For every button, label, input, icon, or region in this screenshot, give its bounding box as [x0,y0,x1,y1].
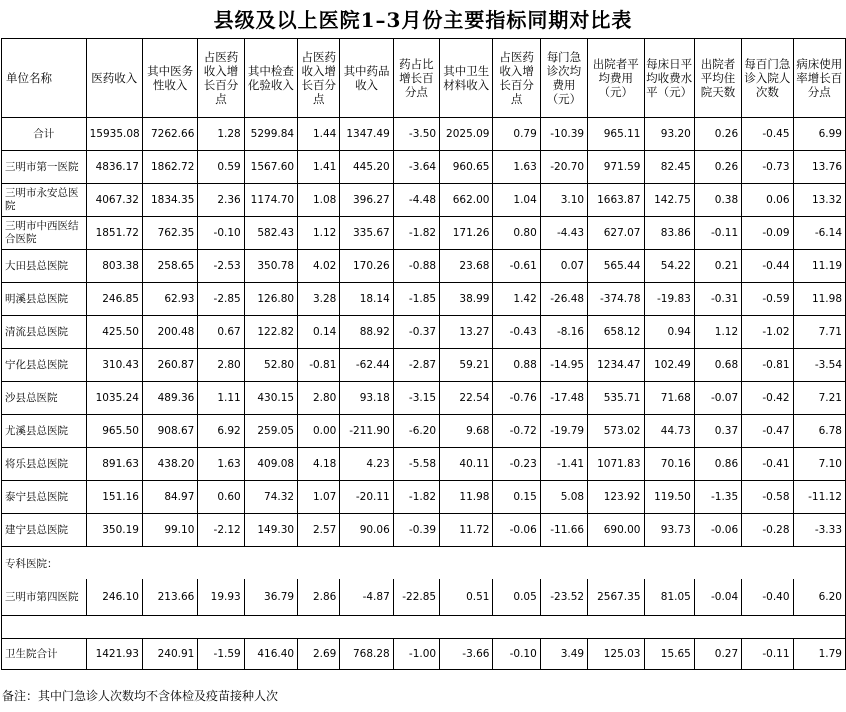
table-cell: 258.65 [142,250,197,283]
table-cell: -17.48 [540,382,587,415]
table-header-row [2,39,846,118]
table-cell: -0.09 [742,217,793,250]
table-cell: 123.92 [588,481,644,514]
column-header: 其中药品收入 [340,39,393,118]
table-cell: 1851.72 [86,217,142,250]
table-cell: 0.37 [694,415,741,448]
column-header: 其中医务性收入 [142,39,197,118]
table-cell: 83.86 [644,217,694,250]
section-label-row [2,547,846,580]
table-cell: 0.00 [298,415,340,448]
table-cell: 4.02 [298,250,340,283]
table-cell: 4.23 [340,448,393,481]
table-cell: -23.52 [540,579,587,616]
table-cell: -0.06 [493,514,540,547]
row-name-cell: 清流县总医院 [2,316,87,349]
table-cell: 260.87 [142,349,197,382]
table-cell: 62.93 [142,283,197,316]
table-cell: 7.10 [793,448,845,481]
table-cell: 2.80 [198,349,244,382]
table-cell: 1174.70 [244,184,297,217]
table-cell: 627.07 [588,217,644,250]
table-cell: 662.00 [440,184,493,217]
table-cell: -0.11 [742,639,793,670]
table-cell: -0.81 [298,349,340,382]
table-cell: 1.12 [694,316,741,349]
table-cell: -0.76 [493,382,540,415]
table-cell: -0.58 [742,481,793,514]
table-cell: -6.20 [393,415,439,448]
table-cell: 81.05 [644,579,694,616]
table-cell: 7.21 [793,382,845,415]
table-cell: 52.80 [244,349,297,382]
table-cell: 535.71 [588,382,644,415]
table-cell: -3.66 [440,639,493,670]
table-cell: -1.00 [393,639,439,670]
table-cell: -4.48 [393,184,439,217]
table-cell: 151.16 [86,481,142,514]
table-cell: 1421.93 [86,639,142,670]
row-name-cell: 建宁县总医院 [2,514,87,547]
table-cell: -4.87 [340,579,393,616]
table-cell: 416.40 [244,639,297,670]
table-cell: -0.40 [742,579,793,616]
table-cell: 0.59 [198,151,244,184]
column-header: 医药收入 [86,39,142,118]
table-cell: -0.06 [694,514,741,547]
table-cell: 1.79 [793,639,845,670]
table-cell: 54.22 [644,250,694,283]
table-cell: -3.33 [793,514,845,547]
table-cell: 1.28 [198,118,244,151]
table-cell: 0.60 [198,481,244,514]
table-cell: 891.63 [86,448,142,481]
table-cell: 0.67 [198,316,244,349]
table-cell: -0.59 [742,283,793,316]
table-cell: -2.12 [198,514,244,547]
table-cell: 213.66 [142,579,197,616]
table-cell: 4067.32 [86,184,142,217]
table-row [2,283,846,316]
table-cell: -0.10 [493,639,540,670]
table-cell: 122.82 [244,316,297,349]
table-cell: 88.92 [340,316,393,349]
table-cell: -3.15 [393,382,439,415]
table-cell: 2.86 [298,579,340,616]
table-cell: 59.21 [440,349,493,382]
table-cell: -6.14 [793,217,845,250]
table-cell: -1.41 [540,448,587,481]
row-name-cell: 三明市中西医结合医院 [2,217,87,250]
table-cell: 170.26 [340,250,393,283]
table-cell: 200.48 [142,316,197,349]
table-cell: 1567.60 [244,151,297,184]
table-cell: 3.28 [298,283,340,316]
table-cell: -19.79 [540,415,587,448]
table-cell: -2.53 [198,250,244,283]
table-cell: 22.54 [440,382,493,415]
table-row [2,151,846,184]
table-cell: 425.50 [86,316,142,349]
table-cell: 1071.83 [588,448,644,481]
column-header: 其中卫生材料收入 [440,39,493,118]
table-cell: -374.78 [588,283,644,316]
table-cell: -4.43 [540,217,587,250]
table-cell: -0.10 [198,217,244,250]
table-cell: 1862.72 [142,151,197,184]
table-cell: 965.50 [86,415,142,448]
table-row [2,639,846,670]
table-cell: -1.59 [198,639,244,670]
table-cell: 0.88 [493,349,540,382]
table-cell: 11.98 [793,283,845,316]
table-cell: -62.44 [340,349,393,382]
table-cell: 126.80 [244,283,297,316]
table-cell: 11.19 [793,250,845,283]
specialty-section-label: 专科医院： [2,547,846,580]
table-cell: 1234.47 [588,349,644,382]
table-cell: 93.18 [340,382,393,415]
table-cell: 6.99 [793,118,845,151]
table-cell: 1.41 [298,151,340,184]
table-cell: 0.15 [493,481,540,514]
table-cell: 2567.35 [588,579,644,616]
page-title: 县级及以上医院1–3月份主要指标同期对比表 [213,8,633,32]
table-cell: 0.80 [493,217,540,250]
table-cell: 5299.84 [244,118,297,151]
table-cell: 3.10 [540,184,587,217]
table-cell: 2.36 [198,184,244,217]
table-cell: 1.12 [298,217,340,250]
column-header: 出院者平均费用（元） [588,39,644,118]
table-cell: 565.44 [588,250,644,283]
table-cell: 310.43 [86,349,142,382]
table-cell: 6.92 [198,415,244,448]
table-cell: -0.42 [742,382,793,415]
table-cell: 1.44 [298,118,340,151]
table-cell: -3.54 [793,349,845,382]
table-cell: 246.85 [86,283,142,316]
table-cell: 5.08 [540,481,587,514]
row-name-cell: 尤溪县总医院 [2,415,87,448]
table-row [2,217,846,250]
table-cell: -0.43 [493,316,540,349]
column-header: 单位名称 [2,39,87,118]
table-cell: 445.20 [340,151,393,184]
table-cell: 0.94 [644,316,694,349]
table-cell: -5.58 [393,448,439,481]
table-row [2,382,846,415]
table-cell: 438.20 [142,448,197,481]
row-name-cell: 大田县总医院 [2,250,87,283]
table-cell: 38.99 [440,283,493,316]
table-cell: 573.02 [588,415,644,448]
table-cell: 2025.09 [440,118,493,151]
table-cell: 13.32 [793,184,845,217]
table-cell: 0.05 [493,579,540,616]
table-cell: 19.93 [198,579,244,616]
column-header: 出院者平均住院天数 [694,39,741,118]
table-cell: 71.68 [644,382,694,415]
row-name-cell: 三明市第一医院 [2,151,87,184]
table-cell: 489.36 [142,382,197,415]
table-cell: -22.85 [393,579,439,616]
table-cell: 768.28 [340,639,393,670]
table-cell: 70.16 [644,448,694,481]
table-cell: 142.75 [644,184,694,217]
table-cell: -0.41 [742,448,793,481]
table-cell: 1.07 [298,481,340,514]
table-cell: 0.26 [694,118,741,151]
table-cell: 582.43 [244,217,297,250]
table-cell: 1.63 [198,448,244,481]
table-cell: 335.67 [340,217,393,250]
table-cell: 960.65 [440,151,493,184]
table-cell: 396.27 [340,184,393,217]
table-cell: 149.30 [244,514,297,547]
table-row [2,118,846,151]
table-cell: -2.85 [198,283,244,316]
table-cell: -0.04 [694,579,741,616]
table-cell: 40.11 [440,448,493,481]
table-cell: -0.07 [694,382,741,415]
table-cell: 0.79 [493,118,540,151]
table-cell: 762.35 [142,217,197,250]
table-cell: -2.87 [393,349,439,382]
table-cell: 1.11 [198,382,244,415]
spacer-row [2,616,846,639]
table-cell: 15935.08 [86,118,142,151]
spacer-cell [2,616,846,639]
table-cell: -0.11 [694,217,741,250]
table-cell: 2.57 [298,514,340,547]
table-row [2,481,846,514]
table-cell: 74.32 [244,481,297,514]
table-cell: -0.72 [493,415,540,448]
table-cell: -0.28 [742,514,793,547]
table-cell: 84.97 [142,481,197,514]
table-cell: 0.07 [540,250,587,283]
table-cell: 240.91 [142,639,197,670]
row-name-cell: 将乐县总医院 [2,448,87,481]
table-cell: -0.37 [393,316,439,349]
table-cell: 9.68 [440,415,493,448]
table-cell: 690.00 [588,514,644,547]
table-cell: -0.88 [393,250,439,283]
table-cell: -8.16 [540,316,587,349]
column-header: 其中检查化验收入 [244,39,297,118]
table-cell: -10.39 [540,118,587,151]
table-cell: -0.61 [493,250,540,283]
table-cell: -14.95 [540,349,587,382]
table-cell: -0.44 [742,250,793,283]
column-header: 病床使用率增长百分点 [793,39,845,118]
column-header: 每百门急诊入院人次数 [742,39,793,118]
table-cell: -1.85 [393,283,439,316]
table-cell: 0.86 [694,448,741,481]
table-cell: 7262.66 [142,118,197,151]
table-row [2,448,846,481]
table-cell: 1.08 [298,184,340,217]
table-cell: 430.15 [244,382,297,415]
table-cell: 6.20 [793,579,845,616]
table-cell: 36.79 [244,579,297,616]
table-cell: 1.04 [493,184,540,217]
table-cell: 119.50 [644,481,694,514]
table-cell: -0.73 [742,151,793,184]
table-cell: -211.90 [340,415,393,448]
table-cell: -1.82 [393,481,439,514]
table-cell: 102.49 [644,349,694,382]
table-cell: 99.10 [142,514,197,547]
table-cell: 971.59 [588,151,644,184]
row-name-cell: 合计 [2,118,87,151]
table-cell: 246.10 [86,579,142,616]
table-cell: 93.20 [644,118,694,151]
table-cell: 7.71 [793,316,845,349]
table-cell: 0.21 [694,250,741,283]
table-cell: 2.80 [298,382,340,415]
column-header: 占医药收入增长百分点 [298,39,340,118]
column-header: 每门急诊次均费用（元） [540,39,587,118]
table-cell: -3.64 [393,151,439,184]
table-cell: 90.06 [340,514,393,547]
table-row [2,250,846,283]
table-cell: 0.06 [742,184,793,217]
table-cell: -0.39 [393,514,439,547]
table-cell: -20.70 [540,151,587,184]
table-cell: -3.50 [393,118,439,151]
table-cell: 1347.49 [340,118,393,151]
table-cell: -1.02 [742,316,793,349]
table-cell: 0.51 [440,579,493,616]
table-cell: -26.48 [540,283,587,316]
table-row [2,579,846,616]
column-header: 占医药收入增长百分点 [493,39,540,118]
table-cell: -1.82 [393,217,439,250]
table-cell: 171.26 [440,217,493,250]
table-cell: -20.11 [340,481,393,514]
table-cell: 0.26 [694,151,741,184]
table-cell: 1.42 [493,283,540,316]
table-cell: 15.65 [644,639,694,670]
table-cell: 13.27 [440,316,493,349]
row-name-cell: 三明市第四医院 [2,579,87,616]
table-cell: 11.72 [440,514,493,547]
table-cell: 0.14 [298,316,340,349]
table-row [2,316,846,349]
table-cell: 908.67 [142,415,197,448]
table-row [2,415,846,448]
table-cell: 82.45 [644,151,694,184]
table-cell: 125.03 [588,639,644,670]
table-cell: 658.12 [588,316,644,349]
table-cell: -1.35 [694,481,741,514]
indicator-table [1,38,846,670]
table-cell: 44.73 [644,415,694,448]
table-row [2,349,846,382]
table-cell: -11.66 [540,514,587,547]
table-cell: 4836.17 [86,151,142,184]
row-name-cell: 沙县总医院 [2,382,87,415]
column-header: 每床日平均收费水平（元） [644,39,694,118]
table-cell: -0.23 [493,448,540,481]
table-cell: -0.47 [742,415,793,448]
table-cell: -0.81 [742,349,793,382]
table-cell: 13.76 [793,151,845,184]
table-cell: -19.83 [644,283,694,316]
table-cell: -11.12 [793,481,845,514]
table-cell: 0.38 [694,184,741,217]
table-cell: 1.63 [493,151,540,184]
table-cell: 3.49 [540,639,587,670]
table-cell: 23.68 [440,250,493,283]
row-name-cell: 三明市永安总医院 [2,184,87,217]
column-header: 占医药收入增长百分点 [198,39,244,118]
table-cell: 6.78 [793,415,845,448]
table-cell: 1663.87 [588,184,644,217]
table-cell: -0.31 [694,283,741,316]
table-cell: 11.98 [440,481,493,514]
table-cell: 0.68 [694,349,741,382]
footnote: 备注：其中门急诊人次数均不含体检及疫苗接种人次 [2,689,279,703]
table-cell: 18.14 [340,283,393,316]
row-name-cell: 明溪县总医院 [2,283,87,316]
row-name-cell: 宁化县总医院 [2,349,87,382]
table-cell: 0.27 [694,639,741,670]
row-name-cell: 泰宁县总医院 [2,481,87,514]
table-cell: 803.38 [86,250,142,283]
table-cell: 350.19 [86,514,142,547]
table-row [2,514,846,547]
table-cell: 965.11 [588,118,644,151]
column-header: 药占比增长百分点 [393,39,439,118]
table-cell: 350.78 [244,250,297,283]
table-cell: 1035.24 [86,382,142,415]
table-cell: 93.73 [644,514,694,547]
table-cell: 259.05 [244,415,297,448]
table-cell: -0.45 [742,118,793,151]
table-cell: 4.18 [298,448,340,481]
row-name-cell: 卫生院合计 [2,639,87,670]
table-cell: 1834.35 [142,184,197,217]
table-row [2,184,846,217]
table-cell: 2.69 [298,639,340,670]
table-cell: 409.08 [244,448,297,481]
